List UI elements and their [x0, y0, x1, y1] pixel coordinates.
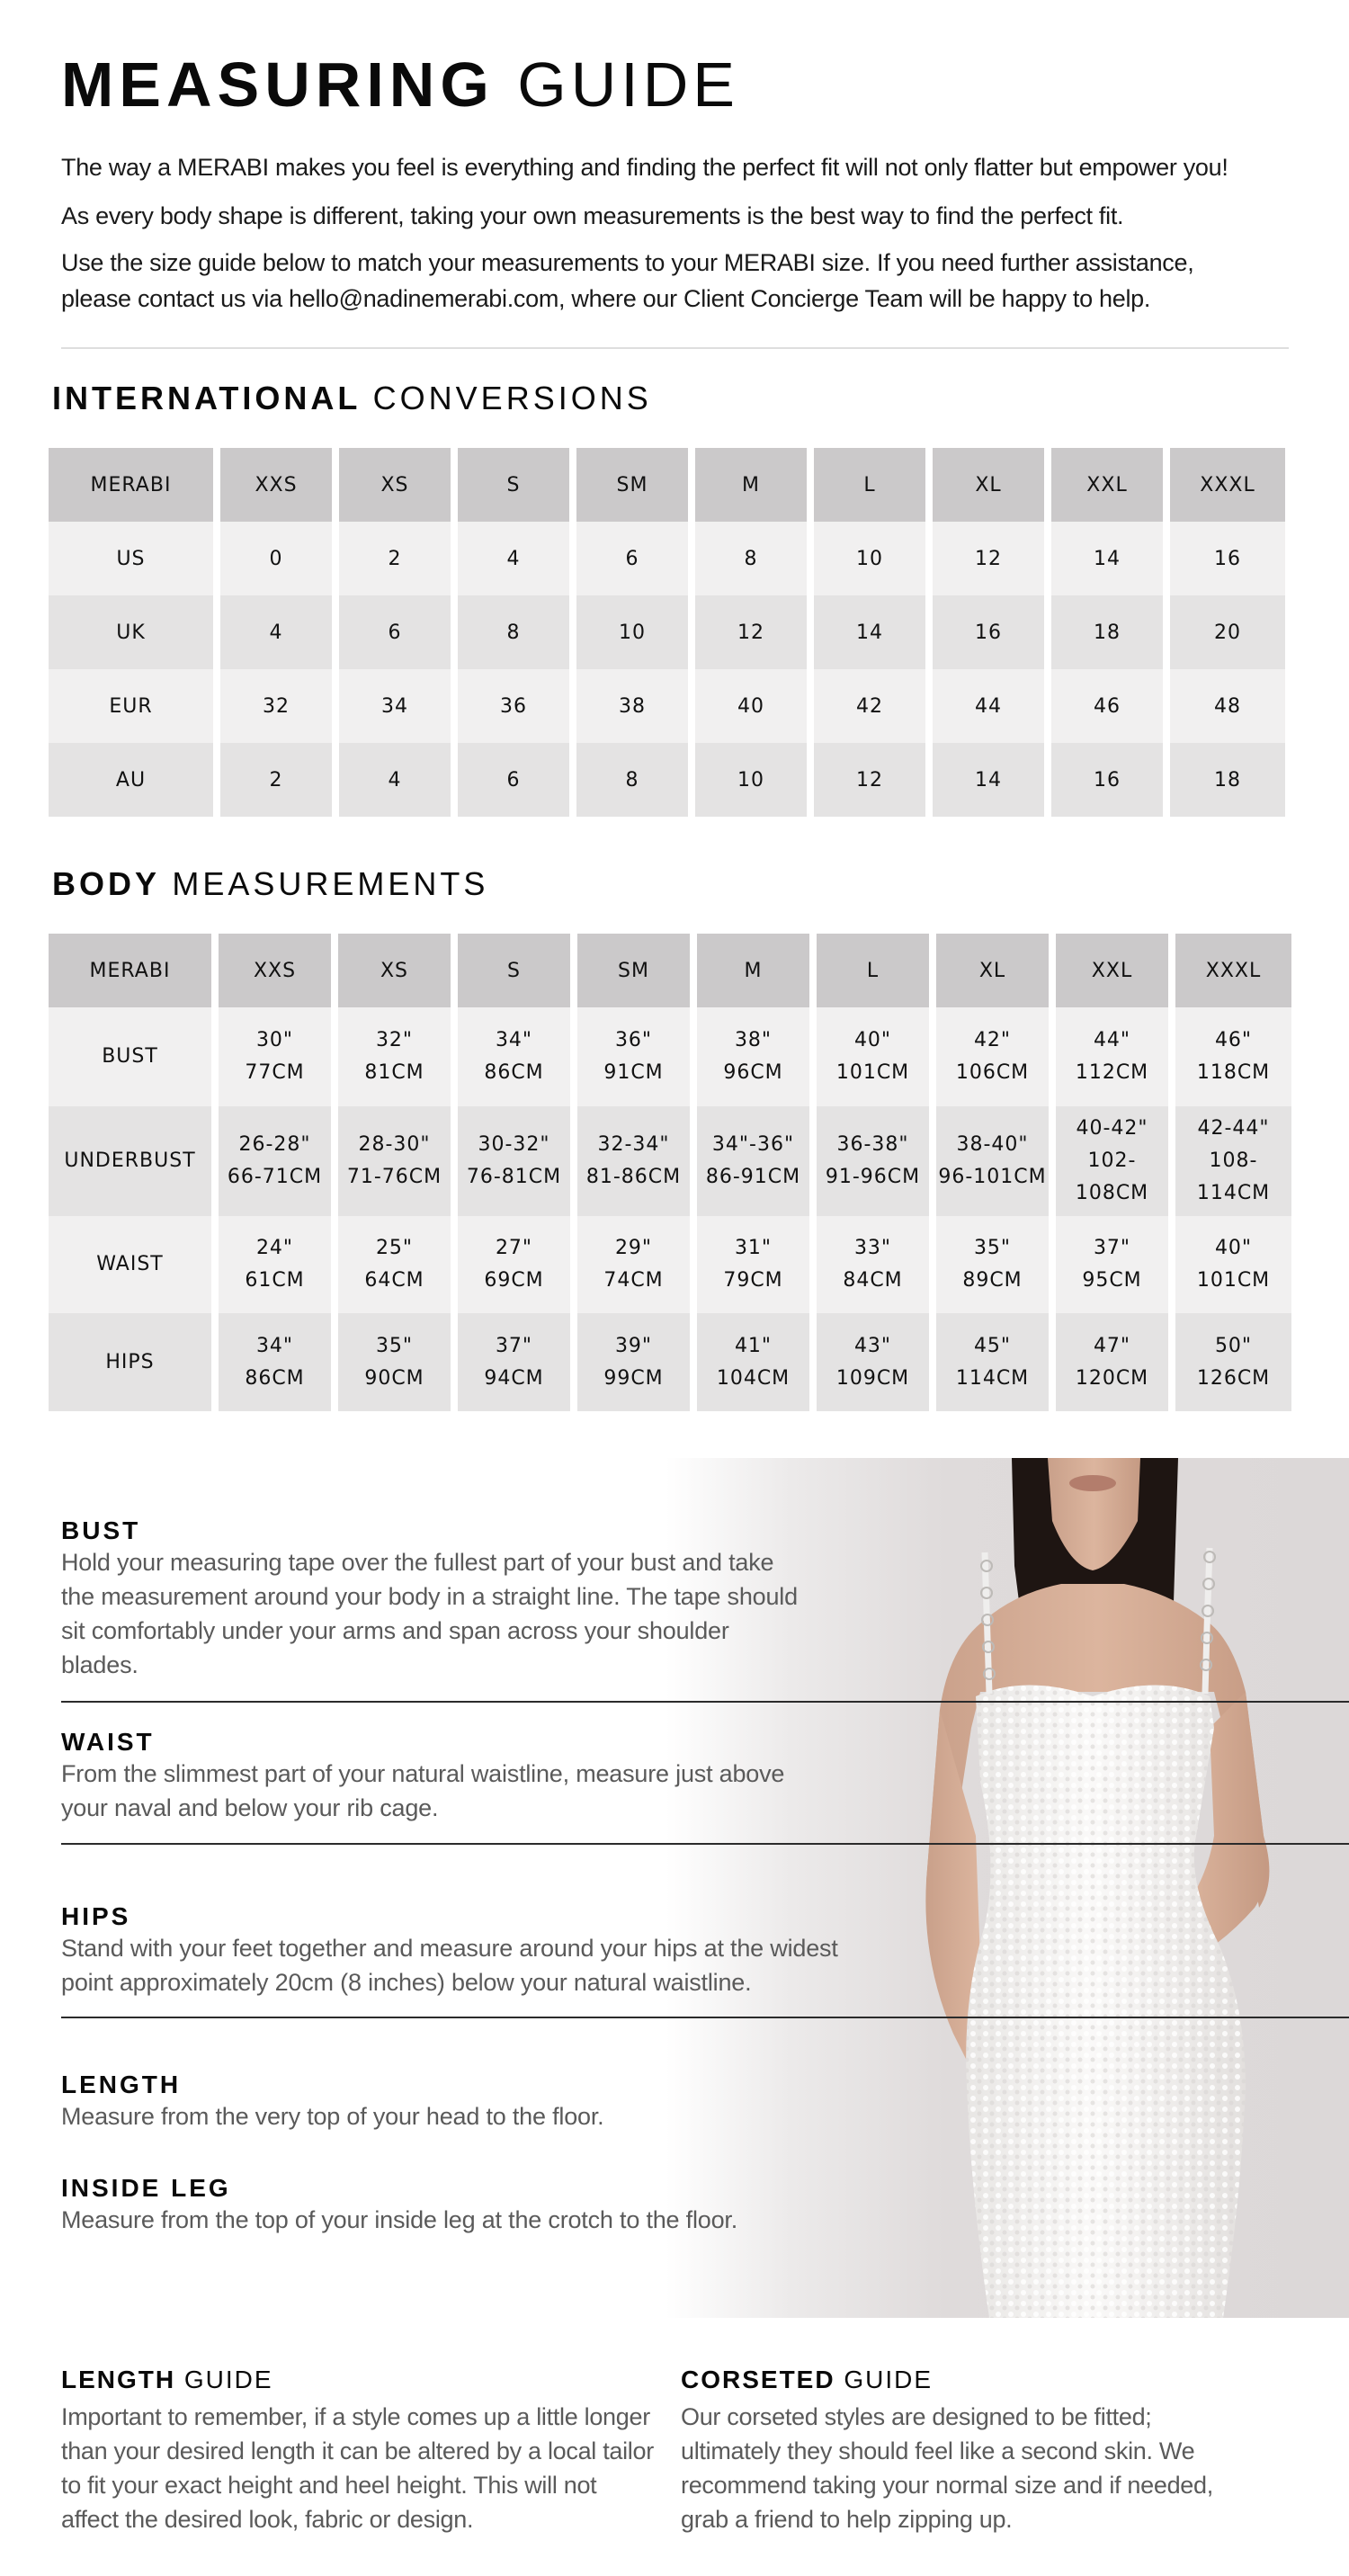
- table-cell: [1056, 1106, 1168, 1216]
- header-cell: S: [458, 448, 569, 522]
- table-cell: 16: [1051, 743, 1163, 817]
- cell-line: 90CM: [364, 1366, 424, 1390]
- table-cell: 14: [933, 743, 1044, 817]
- table-cell: [1056, 1007, 1168, 1106]
- table-cell: 4: [220, 595, 332, 669]
- cell-line: 31": [734, 1237, 773, 1259]
- table-cell: 2: [339, 522, 451, 595]
- intro-text: [61, 149, 1302, 317]
- cell-line: 28-30": [358, 1133, 431, 1156]
- table-cell: [817, 1106, 929, 1216]
- table-cell: [338, 1216, 451, 1313]
- table-cell: 40: [695, 669, 807, 743]
- cell-line: 47": [1093, 1334, 1131, 1357]
- corseted-guide: [681, 2366, 1256, 2536]
- corseted-guide-title-bold: CORSETED: [681, 2366, 835, 2393]
- cell-line: 86CM: [484, 1061, 544, 1084]
- table-cell: [219, 1216, 331, 1313]
- length-guide-title-light: GUIDE: [183, 2366, 273, 2393]
- length-instructions: Measure from the very top of your head to the floor.: [61, 2103, 604, 2130]
- cell-line: 99CM: [603, 1366, 664, 1390]
- table-cell: 0: [220, 522, 332, 595]
- cell-line: 91CM: [603, 1061, 664, 1084]
- cell-line: 35": [973, 1237, 1012, 1259]
- cell-line: 27": [495, 1237, 533, 1259]
- inside-leg-heading: INSIDE LEG: [61, 2174, 231, 2202]
- table-cell: [1175, 1007, 1291, 1106]
- cell-line: 102-: [1087, 1149, 1137, 1172]
- table-cell: [936, 1106, 1049, 1216]
- cell-line: 39": [614, 1334, 653, 1357]
- cell-line: 34"-36": [711, 1133, 795, 1156]
- table-cell: [458, 1007, 570, 1106]
- cell-line: 84CM: [843, 1269, 903, 1292]
- cell-line: 76-81CM: [466, 1166, 562, 1188]
- cell-line: 35": [375, 1334, 414, 1357]
- header-cell: L: [814, 448, 925, 522]
- cell-line: 91-96CM: [825, 1166, 921, 1188]
- header-cell: XXL: [1051, 448, 1163, 522]
- corseted-guide-text: Our corseted styles are designed to be fitted; ultimately they should feel like a second skin. We recommend taking your normal size and if needed, grab a friend to help zipping up.: [681, 2403, 1213, 2533]
- cell-line: 30-32": [478, 1133, 550, 1156]
- table-cell: [338, 1106, 451, 1216]
- table-cell: [817, 1313, 929, 1411]
- cell-line: 40": [853, 1029, 892, 1051]
- cell-line: 38": [734, 1029, 773, 1051]
- cell-line: 66-71CM: [227, 1166, 323, 1188]
- waist-divider: [61, 1843, 1349, 1845]
- cell-line: 101CM: [1196, 1269, 1271, 1292]
- length-guide-title-bold: LENGTH: [61, 2366, 176, 2393]
- cell-line: 71-76CM: [346, 1166, 442, 1188]
- cell-line: 106CM: [955, 1061, 1030, 1084]
- table-cell: 32: [220, 669, 332, 743]
- waist-heading: WAIST: [61, 1728, 155, 1756]
- table-cell: 12: [695, 595, 807, 669]
- cell-line: 40": [1214, 1237, 1253, 1259]
- body-measurements-table: [41, 934, 1299, 1411]
- table-header-row: [49, 448, 1285, 522]
- hips-heading: HIPS: [61, 1902, 131, 1930]
- cell-line: 42-44": [1197, 1117, 1270, 1140]
- cell-line: 46": [1214, 1029, 1253, 1051]
- corseted-guide-title-light: GUIDE: [844, 2366, 934, 2393]
- table-cell: 12: [933, 522, 1044, 595]
- header-cell: XL: [933, 448, 1044, 522]
- cell-line: 89CM: [962, 1269, 1023, 1292]
- header-cell: SM: [576, 448, 688, 522]
- cell-line: 24": [255, 1237, 294, 1259]
- table-cell: 8: [458, 595, 569, 669]
- cell-line: 32-34": [597, 1133, 670, 1156]
- row-label: EUR: [49, 669, 213, 743]
- intro-paragraph: Use the size guide below to match your measurements to your MERABI size. If you need further assistance, please contact us via hello@nadinemerabi.com, where our Client Concierge Team will be happy to help.: [61, 249, 1194, 312]
- table-cell: 20: [1170, 595, 1285, 669]
- body-measurements-title: [52, 865, 488, 903]
- header-cell: MERABI: [49, 934, 211, 1007]
- row-label: WAIST: [49, 1216, 211, 1313]
- table-cell: 14: [1051, 522, 1163, 595]
- cell-line: 81CM: [364, 1061, 424, 1084]
- table-cell: 18: [1051, 595, 1163, 669]
- conversions-title-light: CONVERSIONS: [372, 380, 652, 416]
- cell-line: 95CM: [1082, 1269, 1142, 1292]
- table-cell: [936, 1313, 1049, 1411]
- table-row: [49, 595, 1285, 669]
- table-cell: [697, 1313, 809, 1411]
- title-light: GUIDE: [517, 49, 739, 120]
- table-cell: 16: [933, 595, 1044, 669]
- cell-line: 44": [1093, 1029, 1131, 1051]
- cell-line: 36-38": [836, 1133, 909, 1156]
- cell-line: 42": [973, 1029, 1012, 1051]
- body-title-light: MEASUREMENTS: [172, 865, 489, 902]
- table-row: [49, 1106, 1291, 1216]
- table-cell: [577, 1313, 690, 1411]
- cell-line: 94CM: [484, 1366, 544, 1390]
- cell-line: 101CM: [835, 1061, 910, 1084]
- inside-leg-instructions: Measure from the top of your inside leg at the crotch to the floor.: [61, 2206, 738, 2233]
- cell-line: 77CM: [245, 1061, 305, 1084]
- cell-line: 64CM: [364, 1269, 424, 1292]
- table-cell: 6: [576, 522, 688, 595]
- table-cell: 16: [1170, 522, 1285, 595]
- cell-line: 79CM: [723, 1269, 783, 1292]
- table-cell: [219, 1106, 331, 1216]
- header-cell: XXL: [1056, 934, 1168, 1007]
- cell-line: 120CM: [1075, 1366, 1149, 1390]
- table-cell: 46: [1051, 669, 1163, 743]
- table-cell: [1056, 1216, 1168, 1313]
- cell-line: 37": [1093, 1237, 1131, 1259]
- bust-heading: BUST: [61, 1516, 141, 1544]
- waist-instructions: From the slimmest part of your natural waistline, measure just above your naval and below your rib cage.: [61, 1760, 785, 1821]
- table-cell: 10: [576, 595, 688, 669]
- length-guide-title: [61, 2366, 655, 2394]
- hips-instructions: Stand with your feet together and measure around your hips at the widest point approximately 20cm (8 inches) below your natural waistline.: [61, 1935, 838, 1996]
- header-cell: XL: [936, 934, 1049, 1007]
- table-cell: 42: [814, 669, 925, 743]
- table-cell: 44: [933, 669, 1044, 743]
- table-cell: [338, 1313, 451, 1411]
- cell-line: 109CM: [835, 1366, 910, 1390]
- cell-line: 33": [853, 1237, 892, 1259]
- table-cell: [458, 1106, 570, 1216]
- cell-line: 96CM: [723, 1061, 783, 1084]
- cell-line: 86-91CM: [705, 1166, 801, 1188]
- title-bold: MEASURING: [61, 49, 495, 120]
- table-row: [49, 743, 1285, 817]
- intro-paragraph: The way a MERABI makes you feel is everything and finding the perfect fit will not only flatter but empower you!: [61, 154, 1228, 181]
- table-cell: 10: [814, 522, 925, 595]
- row-label: UK: [49, 595, 213, 669]
- header-cell: M: [697, 934, 809, 1007]
- table-cell: 4: [339, 743, 451, 817]
- international-conversions-table: [41, 448, 1292, 817]
- header-cell: M: [695, 448, 807, 522]
- body-title-bold: BODY: [52, 865, 160, 902]
- cell-line: 74CM: [603, 1269, 664, 1292]
- header-cell: SM: [577, 934, 690, 1007]
- table-cell: [219, 1313, 331, 1411]
- table-row: [49, 669, 1285, 743]
- row-label: HIPS: [49, 1313, 211, 1411]
- table-cell: 2: [220, 743, 332, 817]
- cell-line: 25": [375, 1237, 414, 1259]
- table-cell: 8: [576, 743, 688, 817]
- length-heading: LENGTH: [61, 2071, 182, 2098]
- intro-paragraph: As every body shape is different, taking your own measurements is the best way to find the perfect fit.: [61, 202, 1124, 229]
- header-cell: S: [458, 934, 570, 1007]
- table-cell: 48: [1170, 669, 1285, 743]
- table-cell: [1175, 1216, 1291, 1313]
- page-title: [61, 50, 739, 119]
- table-cell: 36: [458, 669, 569, 743]
- table-cell: [458, 1313, 570, 1411]
- cell-line: 34": [255, 1334, 294, 1357]
- bust-divider: [61, 1701, 1349, 1703]
- table-cell: 14: [814, 595, 925, 669]
- cell-line: 86CM: [245, 1366, 305, 1390]
- table-header-row: [49, 934, 1291, 1007]
- cell-line: 114CM: [1196, 1182, 1271, 1204]
- table-cell: [458, 1216, 570, 1313]
- table-cell: [338, 1007, 451, 1106]
- table-cell: [697, 1106, 809, 1216]
- table-cell: [936, 1007, 1049, 1106]
- corseted-guide-title: [681, 2366, 1256, 2394]
- table-cell: 38: [576, 669, 688, 743]
- header-cell: XS: [339, 448, 451, 522]
- cell-line: 34": [495, 1029, 533, 1051]
- cell-line: 43": [853, 1334, 892, 1357]
- conversions-title-bold: INTERNATIONAL: [52, 380, 361, 416]
- row-label: US: [49, 522, 213, 595]
- table-cell: [577, 1106, 690, 1216]
- cell-line: 126CM: [1196, 1366, 1271, 1390]
- cell-line: 36": [614, 1029, 653, 1051]
- table-row: [49, 1313, 1291, 1411]
- divider: [61, 347, 1289, 349]
- cell-line: 61CM: [245, 1269, 305, 1292]
- cell-line: 81-86CM: [585, 1166, 682, 1188]
- row-label: AU: [49, 743, 213, 817]
- cell-line: 104CM: [716, 1366, 791, 1390]
- cell-line: 96-101CM: [938, 1166, 1047, 1188]
- table-cell: [697, 1216, 809, 1313]
- row-label: UNDERBUST: [49, 1106, 211, 1216]
- conversions-title: [52, 380, 652, 417]
- table-cell: 10: [695, 743, 807, 817]
- cell-line: 32": [375, 1029, 414, 1051]
- cell-line: 30": [255, 1029, 294, 1051]
- length-guide: [61, 2366, 655, 2536]
- table-cell: 6: [339, 595, 451, 669]
- cell-line: 69CM: [484, 1269, 544, 1292]
- cell-line: 29": [614, 1237, 653, 1259]
- header-cell: XXXL: [1170, 448, 1285, 522]
- header-cell: XXXL: [1175, 934, 1291, 1007]
- table-cell: 34: [339, 669, 451, 743]
- header-cell: XXS: [219, 934, 331, 1007]
- cell-line: 108-: [1209, 1149, 1258, 1172]
- cell-line: 41": [734, 1334, 773, 1357]
- cell-line: 45": [973, 1334, 1012, 1357]
- table-cell: [697, 1007, 809, 1106]
- table-cell: 18: [1170, 743, 1285, 817]
- cell-line: 114CM: [955, 1366, 1030, 1390]
- table-row: [49, 522, 1285, 595]
- cell-line: 108CM: [1075, 1182, 1149, 1204]
- cell-line: 50": [1214, 1334, 1253, 1357]
- table-cell: [817, 1216, 929, 1313]
- table-cell: 12: [814, 743, 925, 817]
- table-cell: [577, 1007, 690, 1106]
- table-cell: 4: [458, 522, 569, 595]
- cell-line: 38-40": [956, 1133, 1029, 1156]
- bust-instructions: Hold your measuring tape over the fullest part of your bust and take the measurement around your body in a straight line. The tape should sit comfortably under your arms and span across your shoulder blades.: [61, 1549, 798, 1678]
- table-cell: [1175, 1106, 1291, 1216]
- header-cell: L: [817, 934, 929, 1007]
- table-row: [49, 1216, 1291, 1313]
- table-cell: [936, 1216, 1049, 1313]
- hips-divider: [61, 2017, 1349, 2018]
- header-cell: XS: [338, 934, 451, 1007]
- table-cell: [1175, 1313, 1291, 1411]
- cell-line: 26-28": [238, 1133, 311, 1156]
- table-cell: 6: [458, 743, 569, 817]
- table-cell: [219, 1007, 331, 1106]
- cell-line: 118CM: [1196, 1061, 1271, 1084]
- cell-line: 37": [495, 1334, 533, 1357]
- cell-line: 40-42": [1076, 1117, 1148, 1140]
- header-cell: XXS: [220, 448, 332, 522]
- table-cell: [1056, 1313, 1168, 1411]
- table-row: [49, 1007, 1291, 1106]
- header-cell: MERABI: [49, 448, 213, 522]
- cell-line: 112CM: [1075, 1061, 1149, 1084]
- row-label: BUST: [49, 1007, 211, 1106]
- table-cell: 8: [695, 522, 807, 595]
- table-cell: [817, 1007, 929, 1106]
- length-guide-text: Important to remember, if a style comes up a little longer than your desired length it can be altered by a local tailor to fit your exact height and heel height. This will not affect the desired look, fabric or design.: [61, 2403, 654, 2533]
- table-cell: [577, 1216, 690, 1313]
